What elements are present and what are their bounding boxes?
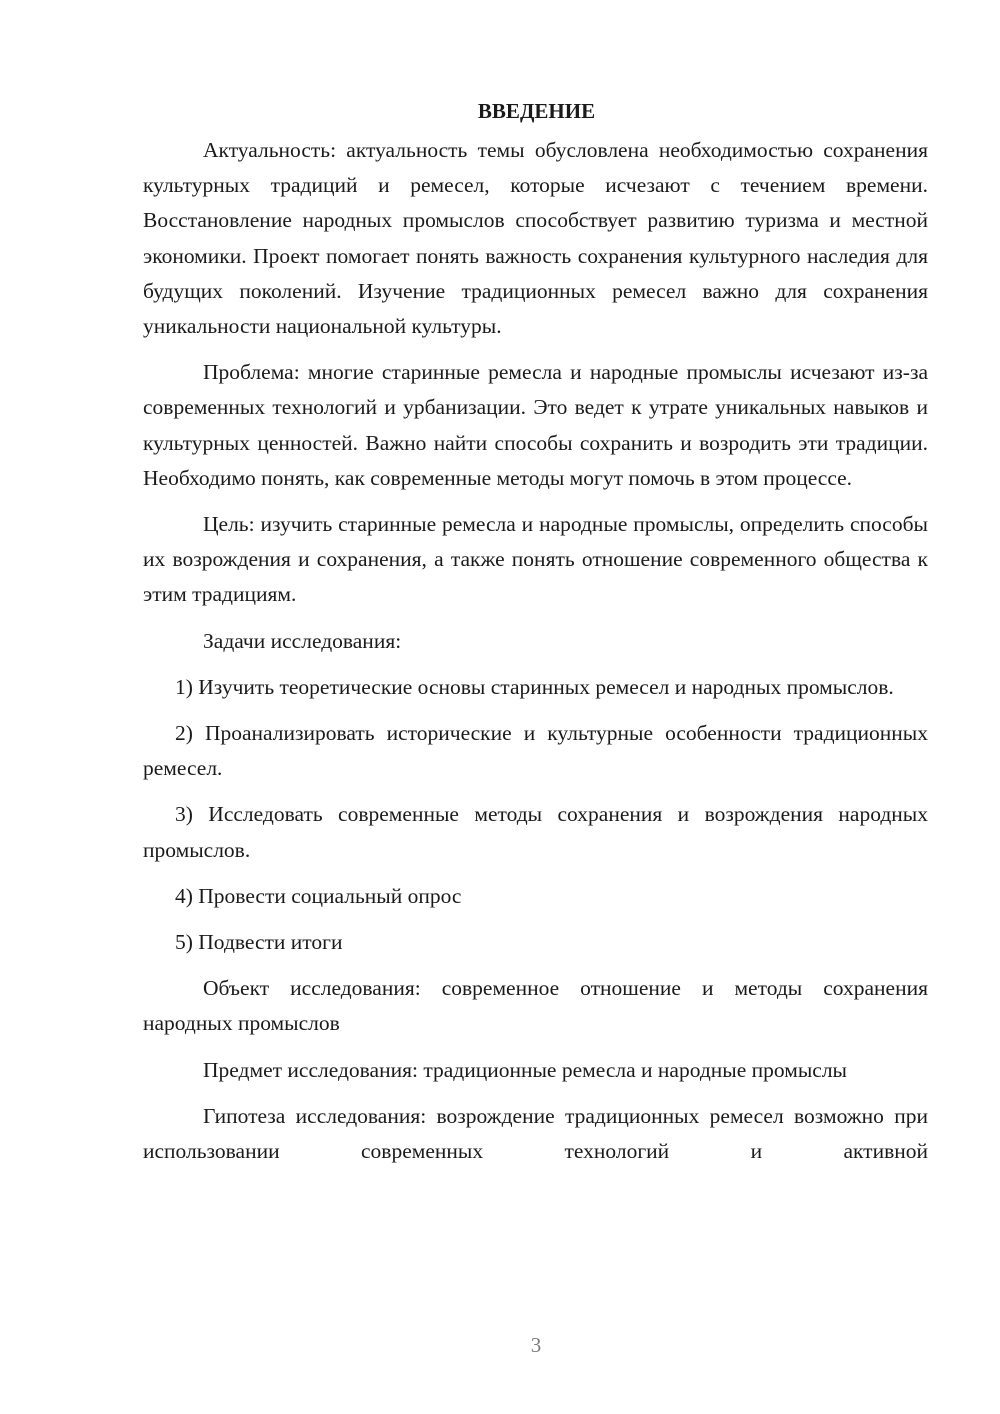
relevance-paragraph: Актуальность: актуальность темы обусловлена необходимостью сохранения культурных традиций и ремесел, которые исчезают с течением времени. Восстановление народных промыслов способствует развитию туризма и местной экономики. Проект помогает понять важность сохранения культурного наследия для будущих поколений. Изучение традиционных ремесел важно для сохранения уникальности национальной культуры. [143, 138, 928, 339]
hypothesis-paragraph: Гипотеза исследования: возрождение традиционных ремесел возможно при использовании современных технологий и активной [143, 1103, 928, 1164]
tasks-title: Задачи исследования: [203, 628, 402, 653]
goal-paragraph: Цель: изучить старинные ремесла и народные промыслы, определить способы их возрождения и сохранения, а также понять отношение современного общества к этим традициям. [143, 512, 928, 607]
task-item-2: 2) Проанализировать исторические и культурные особенности традиционных ремесел. [143, 721, 928, 781]
task-item-5: 5) Подвести итоги [175, 930, 343, 955]
section-heading: ВВЕДЕНИЕ [477, 99, 596, 123]
subject-paragraph: Предмет исследования: традиционные ремесла и народные промыслы [203, 1057, 848, 1082]
task-item-4: 4) Провести социальный опрос [175, 883, 462, 908]
task-item-3: 3) Исследовать современные методы сохранения и возрождения народных промыслов. [143, 802, 928, 862]
object-paragraph: Объект исследования: современное отношение и методы сохранения народных промыслов [143, 976, 928, 1036]
page-content [143, 94, 928, 1169]
page-number: 3 [530, 1333, 542, 1357]
problem-paragraph: Проблема: многие старинные ремесла и народные промыслы исчезают из-за современных технологий и урбанизации. Это ведет к утрате уникальных навыков и культурных ценностей. Важно найти способы сохранить и возродить эти традиции. Необходимо понять, как современные методы могут помочь в этом процессе. [143, 360, 928, 490]
task-item-1: 1) Изучить теоретические основы старинных ремесел и народных промыслов. [175, 674, 894, 699]
